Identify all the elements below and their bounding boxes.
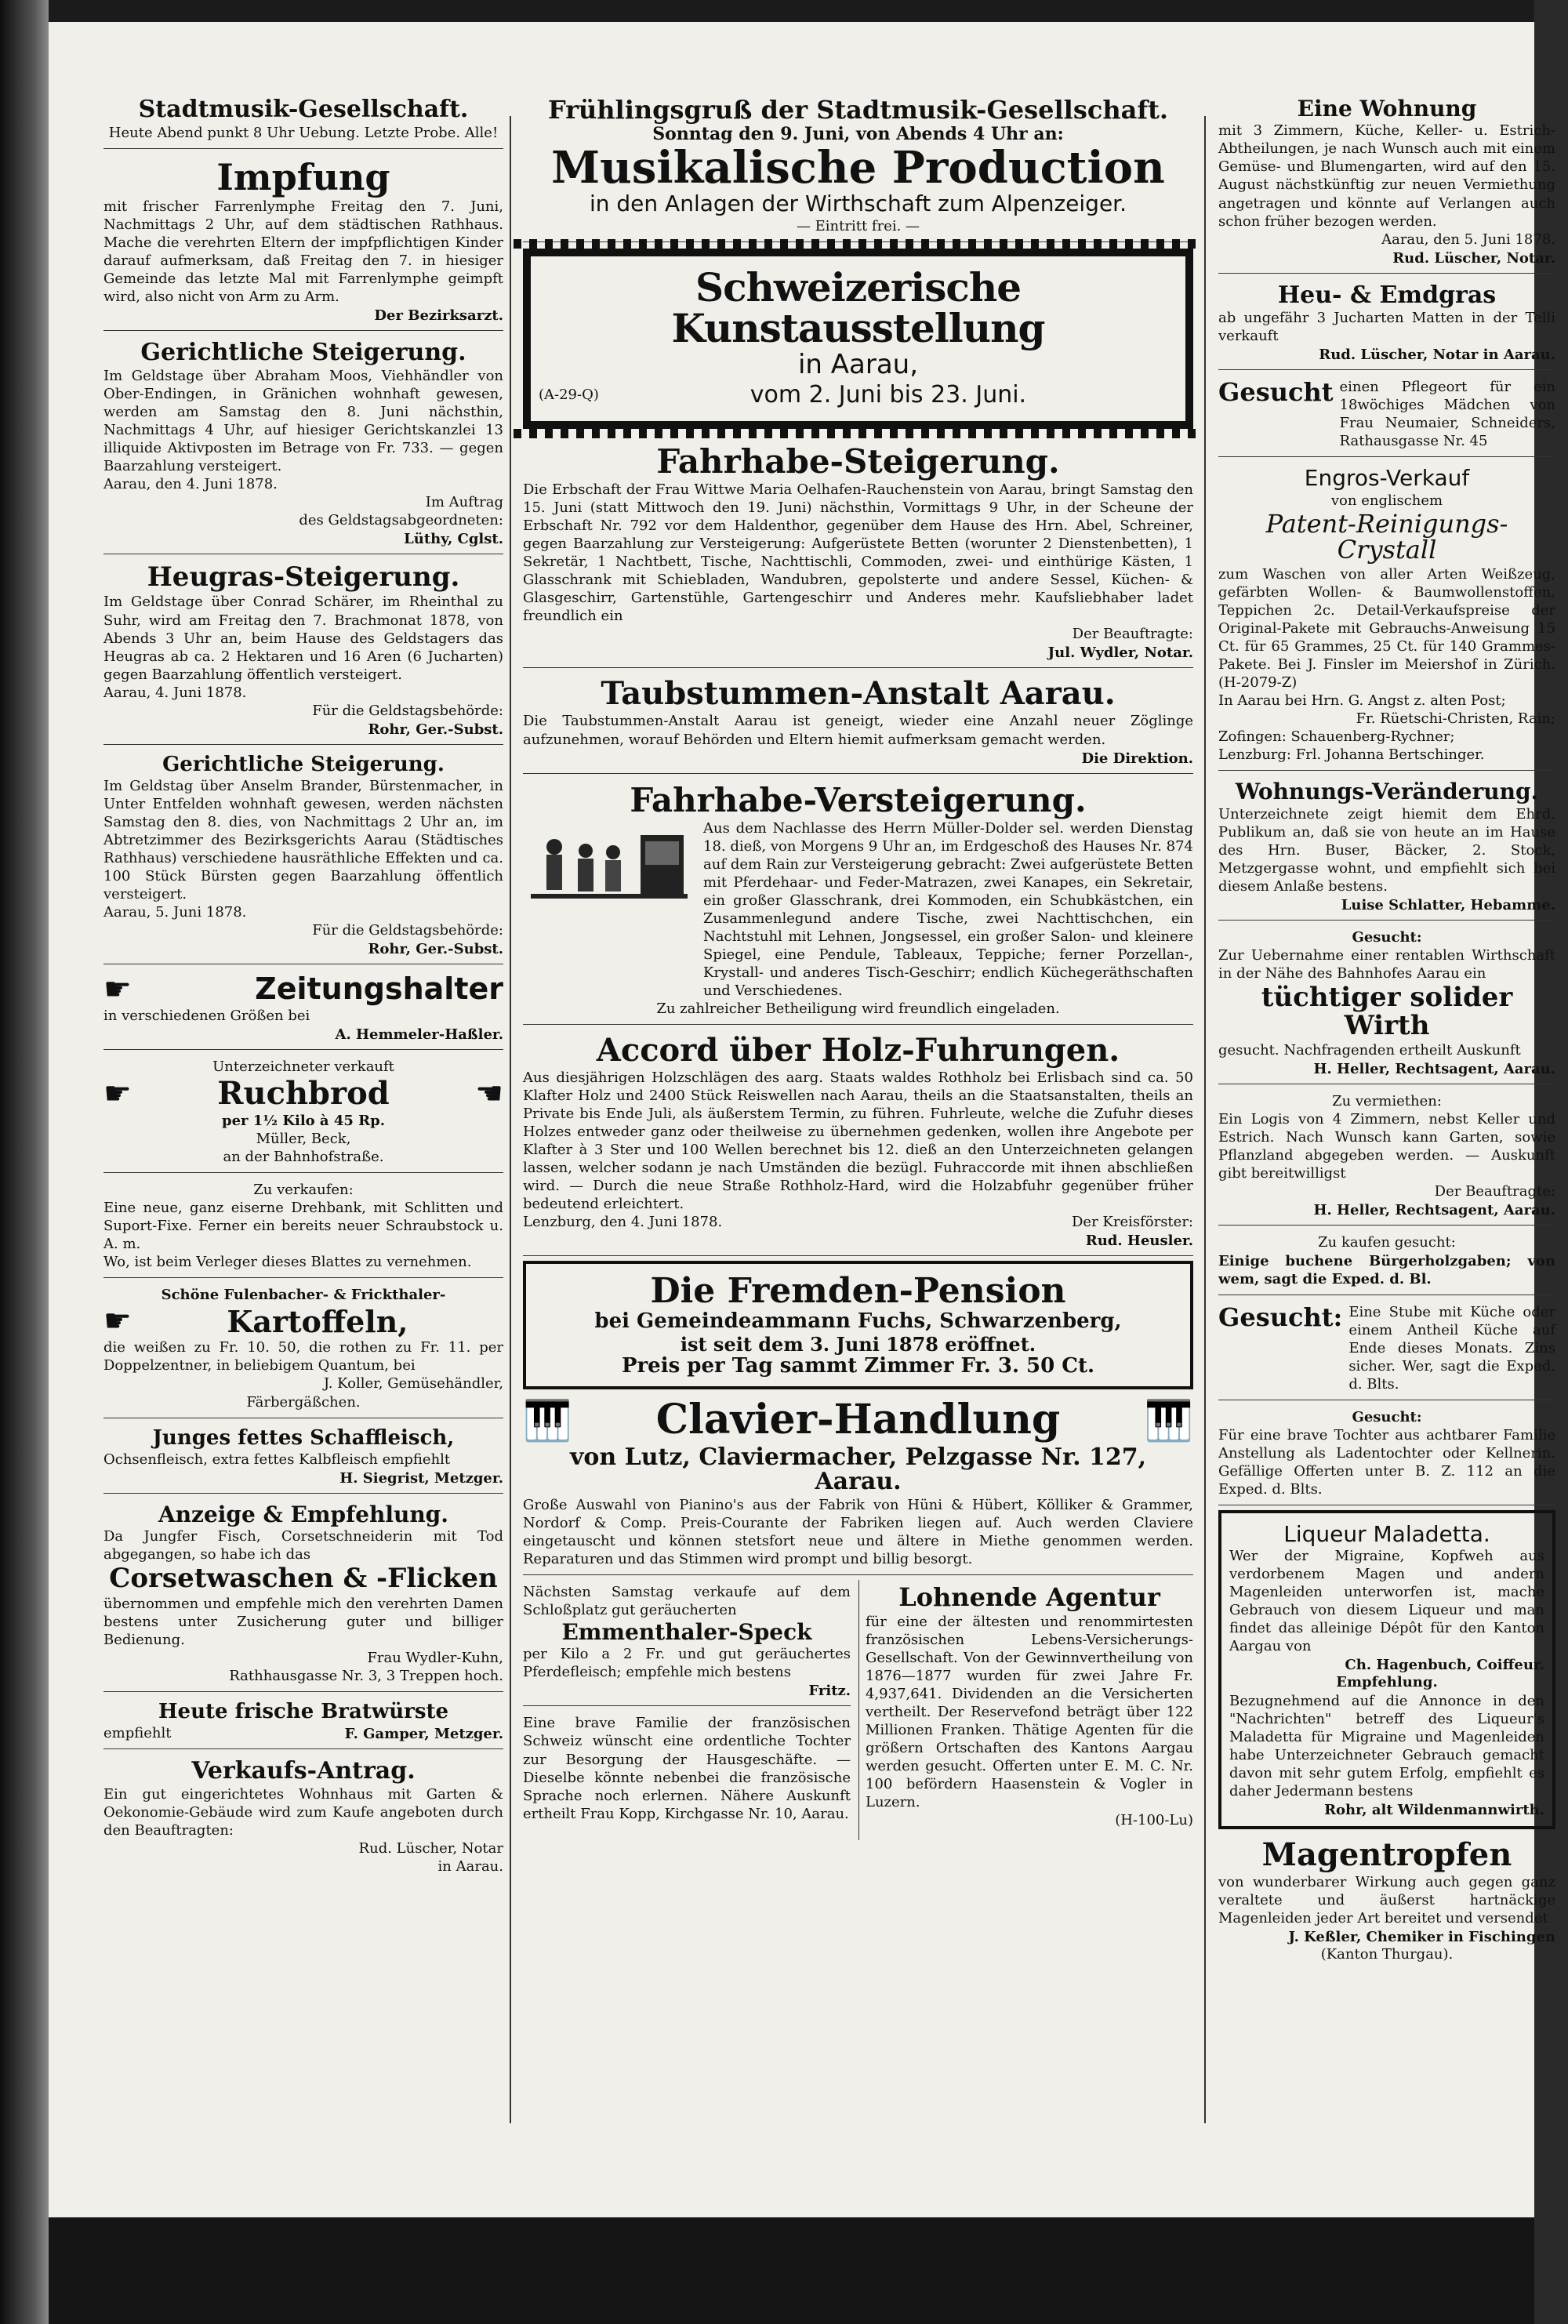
ad-title: Eine Wohnung xyxy=(1297,96,1477,122)
ad-schaffleisch xyxy=(103,1423,503,1494)
ad-head: Zu vermiethen: xyxy=(1332,1093,1442,1110)
ad-text: Die Taubstummen-Anstalt Aarau ist geneigt, wieder eine Anzahl neuer Zöglinge aufzunehmen, worauf Behörden und Eltern hiemit aufmerksam gemacht werden. xyxy=(523,713,1193,748)
ad-place: Aarau, 4. Juni 1878. xyxy=(103,684,247,701)
ad-title: Heu- & Emdgras xyxy=(1277,281,1497,309)
ad-signature: Rohr, Ger.-Subst. xyxy=(368,941,503,958)
ad-subtitle: von englischem xyxy=(1330,492,1443,509)
center-bottom-left xyxy=(523,1580,851,1840)
ad-text: Heute Abend punkt 8 Uhr Uebung. Letzte Probe. Alle! xyxy=(108,124,499,141)
ad-signature: Rathhausgasse Nr. 3, 3 Treppen hoch. xyxy=(229,1668,503,1685)
ad-taubstummen xyxy=(523,673,1193,773)
ad-title: Wohnungs-Veränderung. xyxy=(1235,779,1539,805)
ad-title: Clavier-Handlung xyxy=(655,1396,1061,1444)
ad-text: — Eintritt frei. — xyxy=(796,217,920,234)
ad-text: Zur Uebernahme einer rentablen Wirthschaft in der Nähe des Bahnhofes Aarau ein xyxy=(1218,946,1555,982)
ad-text: einen Pflegeort für ein 18wöchiges Mädchen von Frau Neumaier, Schneiders, Rathausgasse Nr. 45 xyxy=(1339,379,1555,450)
ad-speck xyxy=(523,1580,851,1707)
ad-signature: Rud. Heusler. xyxy=(1085,1233,1193,1250)
ad-zu-verkaufen xyxy=(103,1178,503,1278)
ad-depot: Fr. Rüetschi-Christen, Rain; xyxy=(1356,710,1555,728)
ad-title: Anzeige & Empfehlung. xyxy=(158,1501,449,1527)
piano-icon: 🎹 xyxy=(1144,1397,1193,1443)
ad-text: Unterzeichnete zeigt hiemit dem Ehrd. Publikum an, daß sie von heute an im Hause des Hrn. Buser, Bäcker, 2. Stock, Metzgergasse wohnt, und empfiehlt sich bei diesem Anlaße bestens. xyxy=(1218,805,1555,895)
ad-text: Ein Logis von 4 Zimmern, nebst Keller und Estrich. Nach Wunsch kann Garten, sowie Pflanzland abgegeben werden. — Auskunft gibt bereitwilligst xyxy=(1218,1111,1555,1182)
ad-stadtmusik xyxy=(103,93,503,149)
ad-impfung xyxy=(103,154,503,331)
ad-magentropfen xyxy=(1218,1834,1555,1970)
ad-title: Emmenthaler-Speck xyxy=(561,1619,812,1645)
ad-text: gesucht. Nachfragenden ertheilt Auskunft xyxy=(1218,1042,1521,1059)
ad-heugras xyxy=(103,559,503,745)
ad-signature: Färbergäßchen. xyxy=(246,1393,361,1411)
ad-signature: Luise Schlatter, Hebamme. xyxy=(1341,896,1555,913)
ad-text: Im Geldstage über Abraham Moos, Viehhändler von Ober-Endingen, in Gränichen wohnhaft gewesen, werden am Samstag den 8. Juni nächsthin, Nachmittags 4 Uhr, auf hiesiger Gerichtskanzlei 13 illiquide Aktivposten im Betrage von Fr. 733. — gegen Baarzahlung versteigert. xyxy=(103,367,503,474)
ad-title: Zeitungshalter xyxy=(255,971,503,1007)
ad-text: Für eine brave Tochter aus achtbarer Familie Anstellung als Ladentochter oder Kellnerin. Gefällige Offerten unter B. Z. 112 an die Exped. d. Blts. xyxy=(1218,1426,1555,1498)
ad-agentur xyxy=(866,1580,1193,1836)
auction-illustration xyxy=(523,819,695,913)
ad-zeitungshalter xyxy=(103,969,503,1050)
ad-signature: Rud. Lüscher, Notar xyxy=(358,1840,503,1857)
ad-signature: H. Heller, Rechtsagent, Aarau. xyxy=(1313,1061,1555,1078)
pointing-hand-icon: ☛ xyxy=(103,1303,132,1340)
ad-title: Frühlingsgruß der Stadtmusik-Gesellschaft. xyxy=(548,95,1168,125)
ad-intro: Schöne Fulenbacher- & Frickthaler- xyxy=(161,1287,446,1304)
ad-fruehlingsgruss xyxy=(523,93,1193,242)
ad-text: Ochsenfleisch, extra fettes Kalbfleisch empfiehlt xyxy=(103,1451,451,1468)
book-gutter xyxy=(0,0,49,2324)
ad-title: Heute frische Bratwürste xyxy=(158,1700,449,1724)
ad-subtitle: von Lutz, Claviermacher, Pelzgasse Nr. 127, Aarau. xyxy=(569,1443,1147,1496)
ad-signature: Die Direktion. xyxy=(1081,750,1193,767)
ad-text: Nächsten Samstag verkaufe auf dem Schloßplatz gut geräucherten xyxy=(523,1583,851,1618)
ad-title: Fahrhabe-Versteigerung. xyxy=(630,780,1087,819)
ad-kunstausstellung xyxy=(523,249,1193,429)
ad-dates: vom 2. Juni bis 23. Juni. xyxy=(750,380,1027,409)
ad-signature: an der Bahnhofstraße. xyxy=(223,1149,384,1166)
ad-code: (H-100-Lu) xyxy=(1115,1811,1193,1828)
ad-date: Sonntag den 9. Juni, von Abends 4 Uhr an: xyxy=(652,123,1064,144)
ad-fahrhabe-versteigerung xyxy=(523,779,1193,1025)
ad-depot: In Aarau bei Hrn. G. Angst z. alten Post; xyxy=(1218,692,1506,710)
ad-anzeige xyxy=(103,1498,503,1692)
ad-text: Große Auswahl von Pianino's aus der Fabrik von Hüni & Hübert, Kölliker & Grammer, Nordorf & Comp. Preis-Courante der Fabriken liegen auf. Auch werden Claviere eingetauscht und können stetsfort neue und ältere in Miethe genommen werden. Reparaturen und das Stimmen wird prompt und billig besorgt. xyxy=(523,1496,1193,1567)
ad-signature: Im Auftrag xyxy=(425,493,503,510)
ad-signature: Rohr, alt Wildenmannwirth. xyxy=(1324,1801,1544,1818)
ad-head: Gesucht: xyxy=(1352,928,1422,946)
ad-text: Aus dem Nachlasse des Herrn Müller-Dolder sel. werden Dienstag 18. dieß, von Morgens 9 Uhr an, im Erdgeschoß des Hauses Nr. 874 auf dem Rain zur Versteigerung gebracht: Zwei aufgerüstete Betten mit Pferdehaar- und Feder-Matrazen, zwei Kanapes, ein Sekretair, ein großer Glasschrank, drei Kommoden, ein Schubkästchen, ein Zusammenlegund andere Tische, zwei Nachttischchen, ein Nachtstuhl mit Lehnen, Jongsessel, ein großer Salon- und kleinere Spiegel, eine Pendule, Tableaux, Teppiche; ferner Porzellan-, Krystall- und anderes Tisch-Geschirr; endlich Küchegeräthschaften und Verschiedenes. xyxy=(703,819,1193,999)
border-ornament xyxy=(514,239,1203,249)
ad-fahrhabe-steigerung xyxy=(523,440,1193,668)
ad-text: Aus diesjährigen Holzschlägen des aarg. Staats waldes Rothholz bei Erlisbach sind ca. 50 Klafter Holz und 2400 Stück Reiswellen nach Aarau, theils an die Staatsanstalten, theils an Private bis Ende Juli, als äußerstem Termin, zu führen. Fuhrleute, welche die Zufuhr dieses Holzes entweder ganz oder theilweise zu übernehmen gedenken, wollen ihre Angebote per Klafter à 3 Ster und 100 Wellen berechnet bis 12. dieß an den Unterzeichneten gelangen lassen, welcher sodann je nach Umständen die bezügl. Fuhraccorde mit ihnen abschließen wird. — Durch die neue Straße Rothholz-Hard, wird die Holzabfuhr gegenüber früher bedeutend erleichtert. xyxy=(523,1069,1193,1213)
ad-gesucht-wirth xyxy=(1218,925,1555,1085)
ad-text: Wer der Migraine, Kopfweh aus verdorbenem Magen und andern Magenleiden unterworfen ist, mache Gebrauch von diesem Liqueur und man findet das alleinige Dépôt für den Kanton Aargau von xyxy=(1229,1548,1544,1655)
ad-title: Lohnende Agentur xyxy=(898,1581,1160,1612)
ad-title: Impfung xyxy=(216,155,390,198)
ad-text: Einige buchene Bürgerholzgaben; von wem, sagt die Exped. d. Bl. xyxy=(1218,1252,1555,1287)
ad-title: Magentropfen xyxy=(1261,1836,1512,1873)
ad-text: Eine neue, ganz eiserne Drehbank, mit Schlitten und Suport-Fixe. Ferner ein bereits neuer Schraubstock u. A. m. xyxy=(103,1200,503,1253)
ad-text: zum Waschen von aller Arten Weißzeug, gefärbten Wollen- & Baumwollenstoffen, Teppichen 2c. Detail-Verkaufspreise der Original-Pakete mit Gebrauchs-Anweisung 15 Ct. für 65 Grammes, 25 Ct. für 140 Grammes-Pakete. Bei J. Finsler im Meiershof in Zürich. (H-2079-Z) xyxy=(1218,565,1555,692)
center-bottom-right xyxy=(858,1580,1193,1840)
ad-text: für eine der ältesten und renommirtesten französischen Lebens-Versicherungs-Gesellschaft. Von der Gewinnvertheilung von 1876—1877 wurden für zwei Jahre Fr. 4,937,641. Dividenden an die Versicherten vertheilt. Der Reservefond beträgt über 122 Millionen Franken. Thätige Agenten für die größern Ortschaften des Kantons Aargau werden gesucht. Offerten unter E. M. C. Nr. 100 befördern Haasenstein & Vogler in Luzern. xyxy=(866,1613,1193,1810)
ad-title: Gesucht: xyxy=(1218,1302,1343,1332)
ad-signature: Lüthy, Cglst. xyxy=(404,530,503,547)
ad-gericht-1 xyxy=(103,336,503,554)
pointing-hand-icon: ☛ xyxy=(103,971,132,1008)
ad-title: Liqueur Maladetta. xyxy=(1283,1520,1490,1547)
ad-title: Gesucht xyxy=(1218,377,1334,408)
ad-gesucht-tochter xyxy=(1218,1405,1555,1505)
ad-signature: Ch. Hagenbuch, Coiffeur. xyxy=(1345,1657,1544,1674)
ad-wohnung xyxy=(1218,93,1555,274)
ad-fremden-pension xyxy=(523,1261,1193,1389)
column-left xyxy=(103,93,503,2131)
ad-title: Gerichtliche Steigerung. xyxy=(162,752,445,776)
ad-text: ab ungefähr 3 Jucharten Matten in der Telli verkauft xyxy=(1218,310,1555,345)
ad-text: Im Geldstag über Anselm Brander, Bürstenmacher, in Unter Entfelden wohnhaft gewesen, werden nächsten Samstag den 8. dies, von Nachmittags 2 Uhr an, im Abtretzimmer des Bezirksgerichts Aarau (Städtisches Rathhaus) verschiedene hausräthliche Effekten und ca. 100 Stück Bürsten gegen Baarzahlung öffentlich versteigert. xyxy=(103,778,503,903)
ad-signature: Rud. Lüscher, Notar. xyxy=(1392,249,1555,267)
ad-head: Zu kaufen gesucht: xyxy=(1318,1234,1456,1251)
ad-text: Ein gut eingerichtetes Wohnhaus mit Garten & Oekonomie-Gebäude wird zum Kaufe angeboten durch den Beauftragten: xyxy=(103,1785,503,1839)
ad-signature: J. Keßler, Chemiker in Fischingen xyxy=(1288,1928,1555,1945)
ad-text: empfiehlt xyxy=(103,1725,172,1742)
ad-text: per 1½ Kilo à 45 Rp. xyxy=(221,1113,385,1130)
ad-text: von wunderbarer Wirkung auch gegen ganz veraltete und äußerst hartnäckige Magenleiden jeder Art bereitet und versendet xyxy=(1218,1873,1555,1926)
ad-text: ist seit dem 3. Juni 1878 eröffnet. xyxy=(680,1332,1036,1356)
ad-text: übernommen und empfehle mich den verehrten Damen bestens unter Zusicherung guter und billiger Bedienung. xyxy=(103,1596,503,1649)
ad-zu-kaufen xyxy=(1218,1230,1555,1295)
ad-title: Schweizerische Kunstausstellung xyxy=(671,263,1045,352)
ad-title: Verkaufs-Antrag. xyxy=(191,1757,416,1785)
ad-text: Die Erbschaft der Frau Wittwe Maria Oelhafen-Rauchenstein von Aarau, bringt Samstag den 15. Juni (statt Mittwoch den 19. Juni) nächsthin, Vormittags 9 Uhr, in der Scheune der Erbschaft Nr. 792 vor dem Haldenthor, gegenüber dem Hause des Hrn. Abel, Schreiner, gegen Baarzahlung zur Versteigerung: Aufgerüstete Betten (worunter 2 Dienstenbetten), 1 Sekretär, 1 Nachtbett, Tische, Nachttischli, Commoden, zwei- und einthürige Kästen, 1 Glasschrank mit Schiebladen, Wandubren, gepolsterte und andere Sessel, Küchen- & Glasgeschirr, Gartenstühle, Gartengeschirr und Anderes mehr. Kaufsliebhaber ladet freundlich ein xyxy=(523,481,1193,625)
ad-signature: in Aarau. xyxy=(437,1858,503,1876)
ad-wohnungs-veraenderung xyxy=(1218,775,1555,921)
ad-clavier xyxy=(523,1394,1193,1575)
column-rule xyxy=(510,116,511,2123)
ad-head: Zu verkaufen: xyxy=(253,1182,354,1199)
ad-text: Eine Stube mit Küche oder einem Antheil Küche auf Ende dieses Monats. Zins sicher. Wer, sagt die Exped. d. Blts. xyxy=(1348,1303,1555,1393)
ad-signature: Frau Wydler-Kuhn, xyxy=(367,1650,503,1667)
ad-pflegeort xyxy=(1218,375,1555,457)
ad-place: Aarau, 5. Juni 1878. xyxy=(103,904,247,921)
ad-text: in den Anlagen der Wirthschaft zum Alpenzeiger. xyxy=(589,191,1127,217)
ad-bratwurst xyxy=(103,1697,503,1749)
ad-place: Lenzburg, den 4. Juni 1878. xyxy=(523,1214,723,1231)
column-rule xyxy=(1204,116,1206,2123)
ad-text: Im Geldstage über Conrad Schärer, im Rheinthal zu Suhr, wird am Freitag den 7. Brachmonat 1878, von Abends 3 Uhr an, beim Hause des Geldstagers das Heugras ab ca. 2 Hektaren und 16 Aren (6 Jucharten) gegen Baarzahlung öffentlich versteigert. xyxy=(103,594,503,683)
ad-title: Junges fettes Schaffleisch, xyxy=(152,1425,455,1450)
ad-signature: (Kanton Thurgau). xyxy=(1320,1945,1454,1963)
ad-title: Gerichtliche Steigerung. xyxy=(140,339,466,367)
ad-stube xyxy=(1218,1300,1555,1400)
ad-head: Empfehlung. xyxy=(1336,1674,1438,1691)
pointing-hand-icon: ☚ xyxy=(475,1076,503,1113)
border-ornament xyxy=(514,429,1203,438)
ad-title: Kartoffeln, xyxy=(227,1303,408,1339)
ad-title: Fahrhabe-Steigerung. xyxy=(656,442,1060,481)
ad-signature: J. Koller, Gemüsehändler, xyxy=(323,1375,503,1393)
ad-gericht-2 xyxy=(103,750,503,965)
ad-text: in verschiedenen Größen bei xyxy=(103,1008,310,1025)
ad-signature: Der Kreisförster: xyxy=(1071,1214,1193,1231)
ad-text: Eine brave Familie der französischen Schweiz wünscht eine ordentliche Tochter zur Besorgung der Hausgeschäfte. — Dieselbe könnte nebenbei die französische Sprache noch erlernen. Nähere Auskunft ertheilt Frau Kopp, Kirchgasse Nr. 10, Aarau. xyxy=(523,1715,851,1822)
ad-liqueur xyxy=(1218,1510,1555,1829)
ad-signature: Fritz. xyxy=(808,1683,851,1700)
ad-big-title: tüchtiger solider Wirth xyxy=(1261,981,1513,1041)
pointing-hand-icon: ☛ xyxy=(103,1076,132,1113)
ad-big-title: Musikalische Production xyxy=(551,141,1165,194)
ad-intro: Unterzeichneter verkauft xyxy=(212,1059,394,1076)
ad-familie xyxy=(523,1711,851,1828)
ad-title: Taubstummen-Anstalt Aarau. xyxy=(601,675,1116,713)
ad-title: Patent-Reinigungs-Crystall xyxy=(1265,508,1508,565)
ad-signature: Der Beauftragte: xyxy=(1072,626,1193,643)
ad-zu-vermiethen xyxy=(1218,1089,1555,1226)
ad-title: Heugras-Steigerung. xyxy=(147,561,460,593)
ad-place: Aarau, den 4. Juni 1878. xyxy=(103,475,278,492)
ad-signature: Jul. Wydler, Notar. xyxy=(1047,645,1193,662)
center-bottom-split xyxy=(523,1580,1193,1840)
ad-signature: Rud. Lüscher, Notar in Aarau. xyxy=(1319,347,1555,364)
scan-background xyxy=(49,2217,1534,2324)
ad-signature: Müller, Beck, xyxy=(256,1131,351,1148)
piano-icon: 🎹 xyxy=(523,1397,572,1443)
ad-text: die weißen zu Fr. 10. 50, die rothen zu Fr. 11. per Doppelzentner, in beliebigem Quantum, bei xyxy=(103,1339,503,1374)
ad-ruchbrod xyxy=(103,1055,503,1173)
ad-text: Bezugnehmend auf die Annonce in den "Nachrichten" betreff des Liqueur's Maladetta für Migraine und Magenleiden habe Unterzeichneter Gebrauch gemacht davon mit sehr gutem Erfolg, empfiehlt es daher Jedermann bestens xyxy=(1229,1692,1544,1799)
ad-title: Ruchbrod xyxy=(217,1075,390,1113)
ad-text: per Kilo a 2 Fr. und gut geräuchertes Pferdefleisch; empfehle mich bestens xyxy=(523,1646,851,1681)
ad-signature: Der Beauftragte: xyxy=(1434,1183,1555,1200)
ad-verkaufs-antrag xyxy=(103,1754,503,1882)
ad-title: Stadtmusik-Gesellschaft. xyxy=(138,96,469,123)
ad-accord xyxy=(523,1029,1193,1256)
column-right xyxy=(1218,93,1555,2131)
ad-title: Corsetwaschen & -Flicken xyxy=(109,1563,498,1595)
ad-signature: Für die Geldstagsbehörde: xyxy=(312,702,503,719)
ad-depot: Zofingen: Schauenberg-Rychner; xyxy=(1218,728,1455,746)
ad-heu-emdgras xyxy=(1218,278,1555,371)
ad-signature: H. Siegrist, Metzger. xyxy=(339,1469,503,1487)
ad-text: Zu zahlreicher Betheiligung wird freundlich eingeladen. xyxy=(656,1000,1060,1017)
ad-signature: des Geldstagsabgeordneten: xyxy=(299,511,503,528)
ad-text: bei Gemeindeammann Fuchs, Schwarzenberg, xyxy=(594,1309,1122,1334)
ad-code: (A-29-Q) xyxy=(539,386,599,403)
ad-depot: Lenzburg: Frl. Johanna Bertschinger. xyxy=(1218,746,1485,764)
column-center xyxy=(523,93,1193,2131)
ad-text: Da Jungfer Fisch, Corsetschneiderin mit Tod abgegangen, so habe ich das xyxy=(103,1528,503,1563)
ad-signature: Für die Geldstagsbehörde: xyxy=(312,922,503,939)
ad-engros xyxy=(1218,462,1555,771)
ad-title: Die Fremden-Pension xyxy=(650,1271,1066,1312)
ad-text: mit frischer Farrenlymphe Freitag den 7. Juni, Nachmittags 2 Uhr, auf dem städtischen Rathhaus. Mache die verehrten Eltern der impfpflichtigen Kinder darauf aufmerksam, daß Freitag den 7. in hiesiger Gemeinde das letzte Mal mit Farrenlymphe geimpft wird, also nicht von Arm zu Arm. xyxy=(103,198,503,305)
ad-signature: H. Heller, Rechtsagent, Aarau. xyxy=(1313,1202,1555,1219)
ad-signature: Rohr, Ger.-Subst. xyxy=(368,721,503,738)
ad-text: in Aarau, xyxy=(797,348,919,380)
ad-kartoffeln xyxy=(103,1283,503,1418)
ad-text: Wo, ist beim Verleger dieses Blattes zu vernehmen. xyxy=(103,1254,472,1271)
ad-signature: Der Bezirksarzt. xyxy=(374,307,503,325)
ad-signature: A. Hemmeler-Haßler. xyxy=(335,1026,503,1044)
ad-head: Gesucht: xyxy=(1352,1408,1422,1425)
newspaper-page xyxy=(49,22,1555,2217)
ad-text: mit 3 Zimmern, Küche, Keller- u. Estrich-Abtheilungen, je nach Wunsch auch mit einem Gemüse- und Blumengarten, wird auf den 15. August nächstkünftig zur neuen Vermiethung angetragen und könnte auf Verlangen auch schon früher bezogen werden. xyxy=(1218,122,1555,230)
ad-text: Preis per Tag sammt Zimmer Fr. 3. 50 Ct. xyxy=(621,1353,1095,1378)
ad-signature: F. Gamper, Metzger. xyxy=(344,1726,503,1743)
ad-title: Engros-Verkauf xyxy=(1304,465,1470,492)
ad-place: Aarau, den 5. Juni 1878. xyxy=(1381,231,1555,248)
ad-title: Accord über Holz-Fuhrungen. xyxy=(596,1031,1120,1069)
